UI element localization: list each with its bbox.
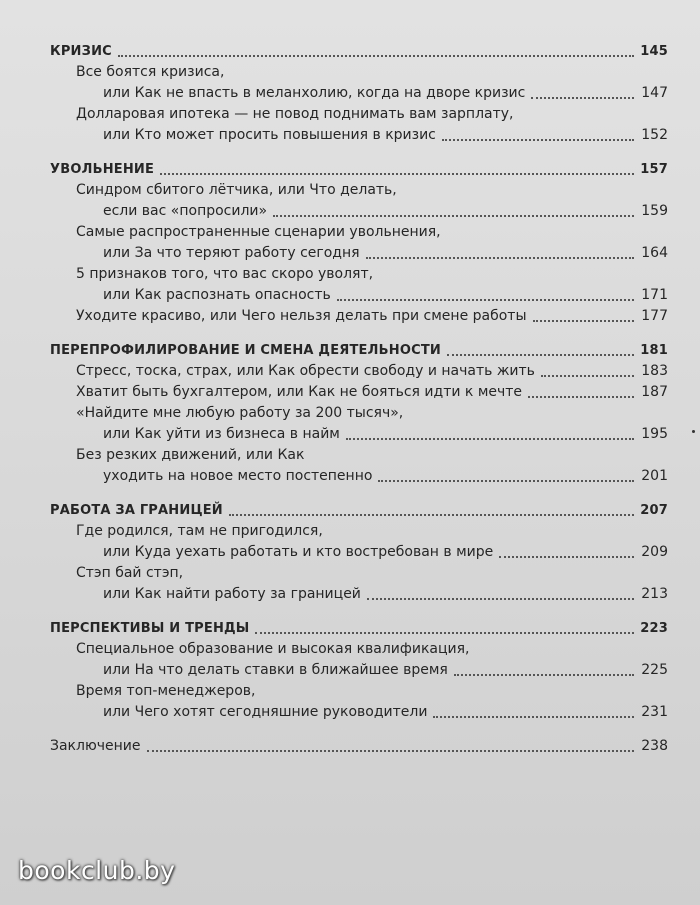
section-title: ПЕРЕПРОФИЛИРОВАНИЕ И СМЕНА ДЕЯТЕЛЬНОСТИ (50, 343, 441, 358)
toc-entry (50, 83, 668, 104)
page-number: 207 (640, 503, 668, 518)
page-number: 225 (641, 662, 668, 678)
page-number: 147 (641, 85, 668, 101)
entry-title: или На что делать ставки в ближайшее время (103, 662, 448, 678)
dot-leader (442, 138, 634, 141)
dot-leader (346, 437, 634, 440)
page-number: 209 (641, 544, 668, 560)
dot-leader (528, 395, 634, 398)
toc-section-reprofiling (50, 340, 668, 361)
watermark: bookclub.by (18, 856, 176, 885)
toc-entry (50, 702, 668, 723)
toc-entry (50, 125, 668, 146)
dot-leader (541, 374, 634, 377)
toc-entry (50, 361, 668, 382)
page-number: 213 (641, 586, 668, 602)
entry-title: уходить на новое место постепенно (103, 468, 373, 484)
toc-entry-line: Все боятся кризиса, (76, 64, 225, 80)
page-number: 177 (641, 308, 668, 324)
entry-title: или Как распознать опасность (103, 287, 331, 303)
toc-entry (50, 306, 668, 327)
dot-leader (337, 298, 634, 301)
entry-title: Стресс, тоска, страх, или Как обрести свободу и начать жить (76, 363, 535, 379)
toc-entry (50, 466, 668, 487)
page-number: 223 (640, 621, 668, 636)
toc-entry-line: Без резких движений, или Как (76, 447, 305, 463)
page-number: 152 (641, 127, 668, 143)
entry-title: или Чего хотят сегодняшние руководители (103, 704, 428, 720)
entry-title: Хватит быть бухгалтером, или Как не бояться идти к мечте (76, 384, 523, 400)
dot-leader (533, 319, 634, 322)
dot-leader (447, 353, 634, 356)
toc-entry-line: Где родился, там не пригодился, (76, 523, 323, 539)
page-number: 187 (641, 384, 668, 400)
dot-leader (273, 214, 634, 217)
page-number: 145 (640, 44, 668, 59)
toc-entry (50, 201, 668, 222)
page-number: 171 (641, 287, 668, 303)
page-number: 183 (641, 363, 668, 379)
dot-leader (433, 715, 634, 718)
dot-leader (255, 631, 634, 634)
toc-entry (50, 660, 668, 681)
toc-entry-line: 5 признаков того, что вас скоро уволят, (76, 266, 374, 282)
entry-title: если вас «попросили» (103, 203, 268, 219)
dot-leader (160, 172, 634, 175)
page-number: 238 (641, 738, 668, 754)
toc-conclusion (50, 736, 668, 757)
entry-title: или Как найти работу за границей (103, 586, 361, 602)
page-number: 195 (641, 426, 668, 442)
toc-entry (50, 243, 668, 264)
page-number: 164 (641, 245, 668, 261)
dot-leader (531, 96, 634, 99)
table-of-contents (50, 41, 668, 757)
dot-leader (366, 256, 634, 259)
section-title: РАБОТА ЗА ГРАНИЦЕЙ (50, 503, 223, 518)
toc-section-crisis (50, 41, 668, 62)
dot-leader (378, 479, 634, 482)
dot-leader (118, 54, 634, 57)
page-number: 181 (640, 343, 668, 358)
section-title: КРИЗИС (50, 44, 112, 59)
dot-leader (454, 673, 634, 676)
toc-entry (50, 424, 668, 445)
entry-title: или Куда уехать работать и кто востребован в мире (103, 544, 494, 560)
toc-section-dismissal (50, 159, 668, 180)
toc-entry-line: «Найдите мне любую работу за 200 тысяч», (76, 405, 404, 421)
entry-title: или За что теряют работу сегодня (103, 245, 360, 261)
toc-entry-line: Долларовая ипотека — не повод поднимать вам зарплату, (76, 106, 514, 122)
page-number: 159 (641, 203, 668, 219)
entry-title: или Как уйти из бизнеса в найм (103, 426, 340, 442)
dot-leader (147, 749, 635, 752)
toc-section-trends (50, 618, 668, 639)
dot-leader (229, 513, 634, 516)
page-number: 231 (641, 704, 668, 720)
section-title: Заключение (50, 738, 141, 754)
print-speck (692, 430, 695, 433)
entry-title: или Кто может просить повышения в кризис (103, 127, 436, 143)
section-title: ПЕРСПЕКТИВЫ И ТРЕНДЫ (50, 621, 250, 636)
toc-entry-line: Специальное образование и высокая квалификация, (76, 641, 470, 657)
toc-entry-line: Синдром сбитого лётчика, или Что делать, (76, 182, 397, 198)
page-number: 157 (640, 162, 668, 177)
dot-leader (367, 597, 634, 600)
entry-title: Уходите красиво, или Чего нельзя делать при смене работы (76, 308, 527, 324)
toc-section-abroad (50, 500, 668, 521)
section-title: УВОЛЬНЕНИЕ (50, 162, 155, 177)
toc-entry-line: Время топ-менеджеров, (76, 683, 256, 699)
toc-entry (50, 584, 668, 605)
page-number: 201 (641, 468, 668, 484)
dot-leader (499, 555, 634, 558)
toc-entry-line: Стэп бай стэп, (76, 565, 184, 581)
toc-entry (50, 285, 668, 306)
toc-entry-line: Самые распространенные сценарии увольнения, (76, 224, 441, 240)
toc-entry (50, 542, 668, 563)
toc-entry (50, 382, 668, 403)
entry-title: или Как не впасть в меланхолию, когда на дворе кризис (103, 85, 526, 101)
